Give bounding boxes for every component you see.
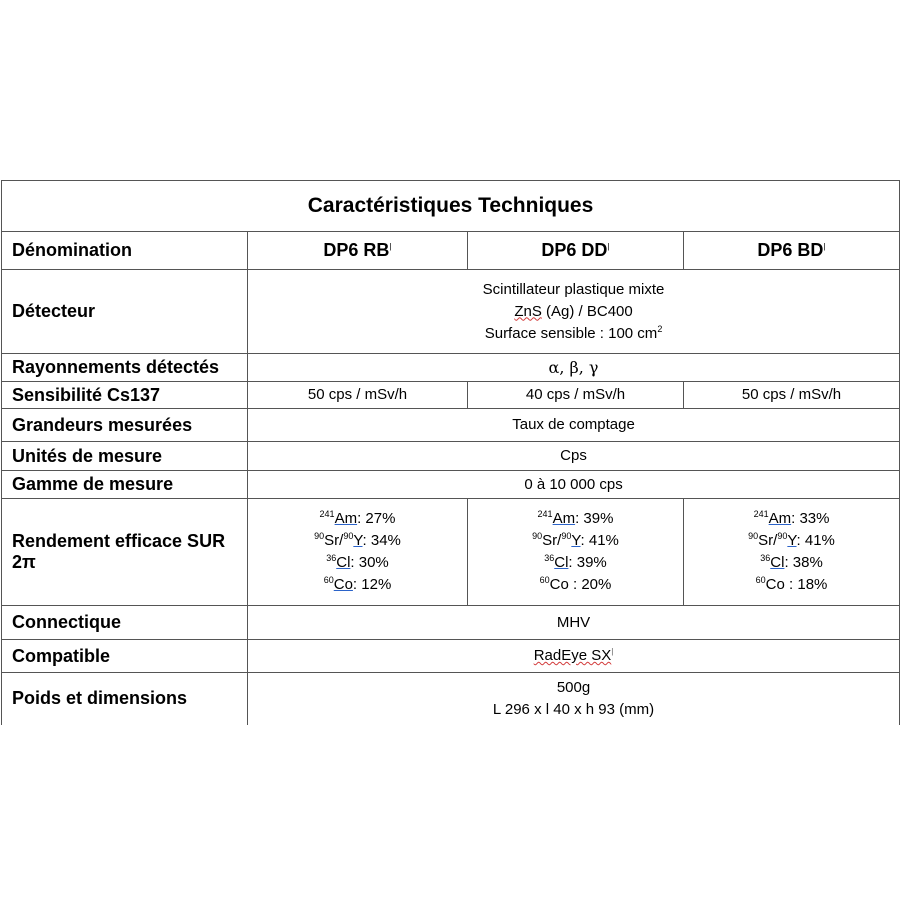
sensibilite-bd: 50 cps / mSv/h: [684, 382, 900, 409]
rendement-dd: $^{241}$Am: 39% $^{90}$Sr/$^{90}$Y: 41% $^{36}$Cl: 39% $^{60}$Co : 20%: [468, 499, 684, 606]
poids-row: [2, 673, 900, 725]
rendement-bd: $^{241}$Am: 33% $^{90}$Sr/$^{90}$Y: 41% $^{36}$Cl: 38% $^{60}$Co : 18%: [684, 499, 900, 606]
unites-value: Cps: [248, 442, 900, 471]
denomination-label: Dénomination: [2, 232, 248, 270]
gamme-label: Gamme de mesure: [2, 471, 248, 499]
detecteur-row: [2, 270, 900, 354]
compatible-row: [2, 640, 900, 673]
rayonnements-row: [2, 354, 900, 382]
gamme-value: 0 à 10 000 cps: [248, 471, 900, 499]
rendement-label: Rendement efficace SUR 2π: [2, 499, 248, 606]
model-dd-header: DP6 DD|: [468, 232, 684, 270]
rayonnements-value: α, β, γ: [248, 354, 900, 382]
sensibilite-dd: 40 cps / mSv/h: [468, 382, 684, 409]
sensibilite-row: [2, 382, 900, 409]
grandeurs-row: [2, 409, 900, 442]
connectique-label: Connectique: [2, 606, 248, 640]
rendement-row: [2, 499, 900, 606]
table-title: Caractéristiques Techniques: [2, 181, 900, 232]
specifications-table: [1, 180, 900, 725]
sensibilite-rb: 50 cps / mSv/h: [248, 382, 468, 409]
detecteur-value: Scintillateur plastique mixte ZnS (Ag) / BC400 Surface sensible : 100 $cm^2$: [248, 270, 900, 354]
grandeurs-value: Taux de comptage: [248, 409, 900, 442]
unites-row: [2, 442, 900, 471]
connectique-row: [2, 606, 900, 640]
rendement-rb: $^{241}$Am: 27% $^{90}$Sr/$^{90}$Y: 34% $^{36}$Cl: 30% $^{60}$Co: 12%: [248, 499, 468, 606]
grandeurs-label: Grandeurs mesurées: [2, 409, 248, 442]
unites-label: Unités de mesure: [2, 442, 248, 471]
detecteur-label: Détecteur: [2, 270, 248, 354]
poids-label: Poids et dimensions: [2, 673, 248, 725]
compatible-label: Compatible: [2, 640, 248, 673]
sensibilite-label: Sensibilité Cs137: [2, 382, 248, 409]
title-row: [2, 181, 900, 232]
rayonnements-label: Rayonnements détectés: [2, 354, 248, 382]
connectique-value: MHV: [248, 606, 900, 640]
denomination-row: [2, 232, 900, 270]
gamme-row: [2, 471, 900, 499]
model-bd-header: DP6 BD|: [684, 232, 900, 270]
model-rb-header: DP6 RB|: [248, 232, 468, 270]
poids-value: 500g L 296 x l 40 x h 93 (mm): [248, 673, 900, 725]
compatible-value: RadEye SX|: [248, 640, 900, 673]
